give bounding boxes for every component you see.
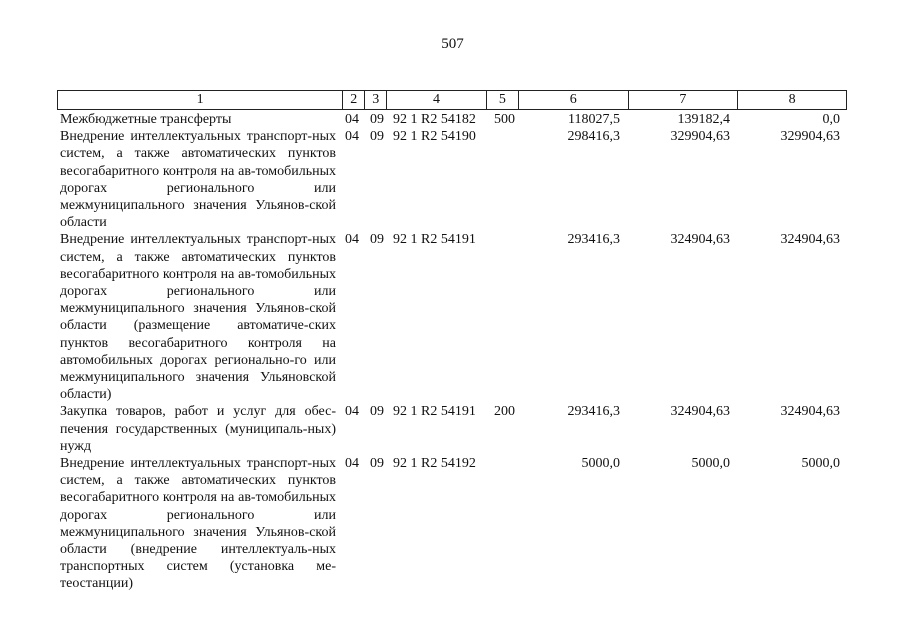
table-row bbox=[60, 403, 850, 455]
row-section: 04 bbox=[345, 232, 359, 248]
row-description: Внедрение интеллектуальных транспорт-ных систем, а также автоматических пунктов весогабаритного контроля на ав-томобильных дорогах регионального или межмуниципального значения Ульянов-ской области (внедрение интеллектуаль-ных транспортных систем (установка ме-теостанции) bbox=[60, 456, 336, 592]
header-col-5: 5 bbox=[487, 91, 519, 109]
header-col-4: 4 bbox=[387, 91, 487, 109]
row-subsection: 09 bbox=[370, 404, 384, 420]
row-expense-type: 200 bbox=[494, 404, 515, 420]
row-description: Закупка товаров, работ и услуг для обес-печения государственных (муниципаль-ных) нужд bbox=[60, 404, 336, 454]
row-amount-6: 118027,5 bbox=[568, 112, 620, 127]
row-amount-8: 5000,0 bbox=[801, 456, 840, 472]
row-amount-7: 329904,63 bbox=[670, 129, 730, 145]
row-amount-6: 293416,3 bbox=[567, 232, 620, 248]
row-section: 04 bbox=[345, 456, 359, 472]
row-section: 04 bbox=[345, 112, 359, 127]
header-col-6: 6 bbox=[519, 91, 629, 109]
row-description: Межбюджетные трансферты bbox=[60, 112, 232, 127]
header-col-1: 1 bbox=[58, 91, 343, 109]
row-amount-8: 324904,63 bbox=[780, 232, 840, 248]
row-amount-8: 329904,63 bbox=[780, 129, 840, 145]
header-col-7: 7 bbox=[629, 91, 739, 109]
row-description: Внедрение интеллектуальных транспорт-ных систем, а также автоматических пунктов весогабаритного контроля на ав-томобильных дорогах регионального или межмуниципального значения Ульянов-ской области (размещение автоматиче-ских пунктов весогабаритного контроля на автомобильных дорогах регионально-го или межмуниципального значения Ульяновской области) bbox=[60, 232, 336, 403]
row-description: Внедрение интеллектуальных транспорт-ных систем, а также автоматических пунктов весогабаритного контроля на ав-томобильных дорогах регионального или межмуниципального значения Ульянов-ской области bbox=[60, 129, 336, 231]
row-amount-6: 5000,0 bbox=[581, 456, 620, 472]
page-number: 507 bbox=[441, 36, 464, 52]
row-amount-7: 324904,63 bbox=[670, 404, 730, 420]
row-amount-7: 5000,0 bbox=[691, 456, 730, 472]
header-col-2: 2 bbox=[343, 91, 365, 109]
row-subsection: 09 bbox=[370, 112, 384, 127]
row-subsection: 09 bbox=[370, 129, 384, 145]
header-col-3: 3 bbox=[365, 91, 387, 109]
table-row bbox=[60, 111, 850, 128]
row-amount-7: 324904,63 bbox=[670, 232, 730, 248]
row-amount-6: 298416,3 bbox=[567, 129, 620, 145]
row-expense-type: 500 bbox=[494, 112, 515, 127]
row-target-code: 92 1 R2 54191 bbox=[393, 404, 476, 420]
table-body bbox=[60, 111, 850, 593]
table-header bbox=[57, 90, 847, 110]
row-amount-6: 293416,3 bbox=[567, 404, 620, 420]
row-target-code: 92 1 R2 54190 bbox=[393, 129, 476, 145]
table-row bbox=[60, 128, 850, 231]
row-section: 04 bbox=[345, 404, 359, 420]
row-amount-8: 0,0 bbox=[822, 112, 840, 127]
row-target-code: 92 1 R2 54191 bbox=[393, 232, 476, 248]
row-target-code: 92 1 R2 54192 bbox=[393, 456, 476, 472]
row-target-code: 92 1 R2 54182 bbox=[393, 112, 476, 127]
table-row bbox=[60, 231, 850, 403]
row-amount-7: 139182,4 bbox=[677, 112, 730, 127]
row-section: 04 bbox=[345, 129, 359, 145]
table-row bbox=[60, 455, 850, 593]
header-col-8: 8 bbox=[788, 92, 796, 107]
row-subsection: 09 bbox=[370, 232, 384, 248]
row-amount-8: 324904,63 bbox=[780, 404, 840, 420]
row-subsection: 09 bbox=[370, 456, 384, 472]
